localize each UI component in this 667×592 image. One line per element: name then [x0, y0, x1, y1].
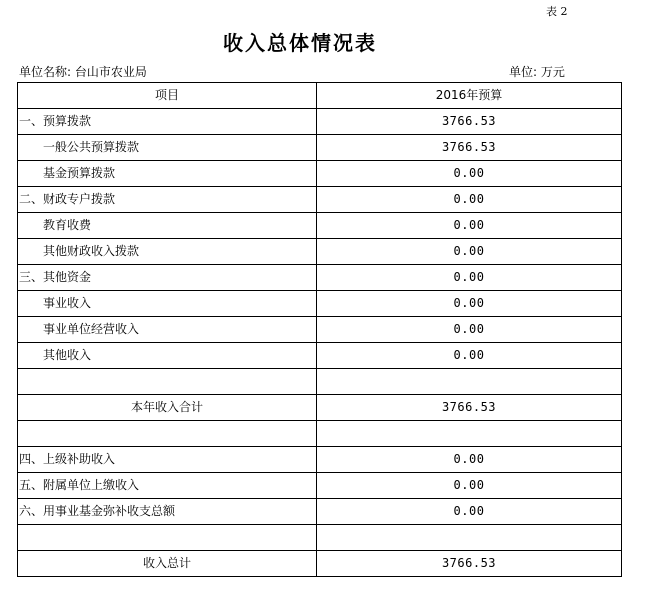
row-label: 其他财政收入拨款	[18, 239, 317, 265]
row-value	[317, 421, 622, 447]
row-value: 3766.53	[317, 135, 622, 161]
row-value: 0.00	[317, 291, 622, 317]
grand-total-value: 3766.53	[317, 551, 622, 577]
row-label: 二、财政专户拨款	[18, 187, 317, 213]
table-row	[18, 447, 622, 473]
row-value: 3766.53	[317, 109, 622, 135]
row-label: 基金预算拨款	[18, 161, 317, 187]
table-row	[18, 187, 622, 213]
table-header-row	[18, 83, 622, 109]
row-label: 一、预算拨款	[18, 109, 317, 135]
table-row	[18, 473, 622, 499]
row-label: 六、用事业基金弥补收支总额	[18, 499, 317, 525]
row-value: 0.00	[317, 473, 622, 499]
table-row	[18, 109, 622, 135]
row-label: 一般公共预算拨款	[18, 135, 317, 161]
table-row	[18, 265, 622, 291]
table-row-grand-total	[18, 551, 622, 577]
row-label: 事业单位经营收入	[18, 317, 317, 343]
table-row	[18, 239, 622, 265]
table-row	[18, 291, 622, 317]
table-row	[18, 499, 622, 525]
row-value: 0.00	[317, 499, 622, 525]
subtotal-value: 3766.53	[317, 395, 622, 421]
row-label: 五、附属单位上缴收入	[18, 473, 317, 499]
row-label: 其他收入	[18, 343, 317, 369]
table-row	[18, 135, 622, 161]
row-label: 教育收费	[18, 213, 317, 239]
row-label	[18, 421, 317, 447]
row-label	[18, 525, 317, 551]
table-row	[18, 343, 622, 369]
unit-currency: 单位: 万元	[509, 65, 565, 79]
grand-total-label: 收入总计	[18, 551, 317, 577]
row-value: 0.00	[317, 187, 622, 213]
column-header-item: 项目	[18, 83, 317, 109]
row-label: 事业收入	[18, 291, 317, 317]
row-label: 四、上级补助收入	[18, 447, 317, 473]
row-value: 0.00	[317, 447, 622, 473]
table-row	[18, 213, 622, 239]
row-value	[317, 525, 622, 551]
page-title: 收入总体情况表	[223, 31, 377, 55]
unit-name: 单位名称: 台山市农业局	[19, 65, 147, 79]
table-row-empty	[18, 421, 622, 447]
row-value: 0.00	[317, 213, 622, 239]
table-row	[18, 317, 622, 343]
row-value: 0.00	[317, 265, 622, 291]
row-value: 0.00	[317, 239, 622, 265]
row-value: 0.00	[317, 343, 622, 369]
row-label: 三、其他资金	[18, 265, 317, 291]
subtotal-label: 本年收入合计	[18, 395, 317, 421]
table-number: 表 2	[546, 5, 568, 18]
income-table	[17, 82, 622, 577]
table-row-empty	[18, 369, 622, 395]
row-value: 0.00	[317, 317, 622, 343]
table-row	[18, 161, 622, 187]
row-value	[317, 369, 622, 395]
column-header-budget: 2016年预算	[317, 83, 622, 109]
row-value: 0.00	[317, 161, 622, 187]
row-label	[18, 369, 317, 395]
table-row-subtotal	[18, 395, 622, 421]
table-row-empty	[18, 525, 622, 551]
